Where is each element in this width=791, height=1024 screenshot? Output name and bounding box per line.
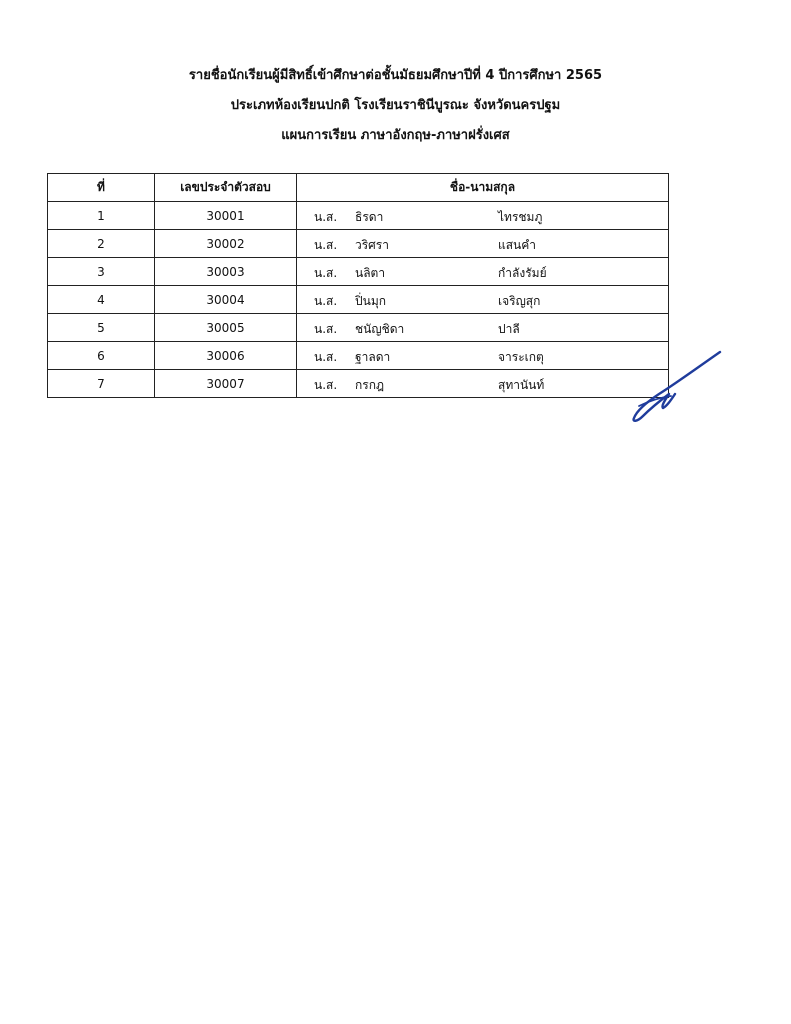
name-prefix: น.ส. [314, 266, 338, 280]
name-prefix: น.ส. [314, 210, 338, 224]
exam-id: 30003 [155, 258, 297, 286]
table-row [48, 342, 669, 370]
table-row [48, 230, 669, 258]
column-header-full-name: ชื่อ-นามสกุล [297, 174, 669, 202]
title-line-2: ประเภทห้องเรียนปกติ โรงเรียนราชินีบูรณะ จังหวัดนครปฐม [230, 98, 561, 113]
name-prefix: น.ส. [314, 322, 338, 336]
first-name: กรกฎ [355, 378, 385, 392]
full-name-cell [297, 370, 669, 398]
exam-id: 30006 [155, 342, 297, 370]
full-name-cell [297, 230, 669, 258]
row-number: 4 [48, 286, 155, 314]
table-row [48, 202, 669, 230]
row-number: 3 [48, 258, 155, 286]
exam-id: 30005 [155, 314, 297, 342]
table-row [48, 314, 669, 342]
full-name-cell [297, 342, 669, 370]
name-prefix: น.ส. [314, 238, 338, 252]
row-number: 2 [48, 230, 155, 258]
first-name: ปิ่นมุก [355, 294, 386, 308]
table-row [48, 286, 669, 314]
last-name: ไทรชมภู [498, 210, 543, 224]
last-name: กำลังรัมย์ [498, 266, 547, 280]
last-name: จาระเกตุ [498, 350, 544, 364]
column-header-number: ที่ [48, 174, 155, 202]
exam-id: 30001 [155, 202, 297, 230]
last-name: สุทานันท์ [498, 378, 545, 392]
name-prefix: น.ส. [314, 294, 338, 308]
column-header-exam-id: เลขประจำตัวสอบ [155, 174, 297, 202]
handwritten-signature [625, 348, 725, 424]
exam-id: 30004 [155, 286, 297, 314]
title-line-1: รายชื่อนักเรียนผู้มีสิทธิ์เข้าศึกษาต่อชั้นมัธยมศึกษาปีที่ 4 ปีการศึกษา 2565 [188, 68, 603, 83]
last-name: เจริญสุก [498, 294, 541, 308]
exam-id: 30002 [155, 230, 297, 258]
first-name: นลิตา [355, 266, 386, 280]
full-name-cell [297, 314, 669, 342]
row-number: 5 [48, 314, 155, 342]
last-name: ปาลี [498, 322, 520, 336]
last-name: แสนคำ [498, 238, 537, 252]
first-name: ชนัญชิดา [355, 322, 405, 336]
row-number: 6 [48, 342, 155, 370]
row-number: 7 [48, 370, 155, 398]
name-prefix: น.ส. [314, 350, 338, 364]
full-name-cell [297, 258, 669, 286]
student-list-table [47, 173, 669, 398]
exam-id: 30007 [155, 370, 297, 398]
full-name-cell [297, 202, 669, 230]
table-row [48, 370, 669, 398]
first-name: ธิรดา [355, 210, 384, 224]
first-name: วริศรา [355, 238, 389, 252]
row-number: 1 [48, 202, 155, 230]
name-prefix: น.ส. [314, 378, 338, 392]
table-header-row [48, 174, 669, 202]
first-name: ฐาลดา [355, 350, 391, 364]
signature-stroke [634, 352, 720, 421]
full-name-cell [297, 286, 669, 314]
table-row [48, 258, 669, 286]
title-line-3: แผนการเรียน ภาษาอังกฤษ-ภาษาฝรั่งเศส [281, 128, 510, 143]
